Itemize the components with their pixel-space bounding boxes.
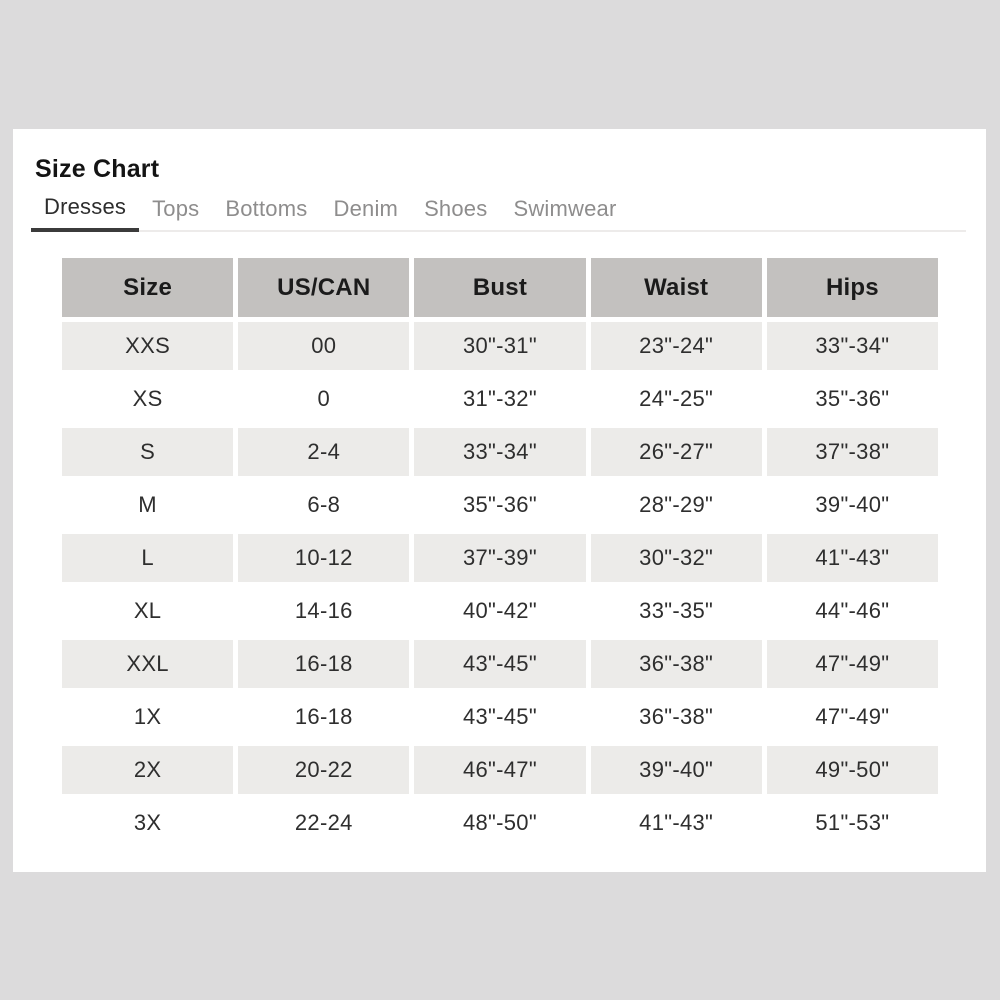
table-row	[62, 375, 938, 423]
tab-dresses[interactable]: Dresses	[31, 194, 139, 232]
tab-tops[interactable]: Tops	[152, 196, 200, 221]
table-cell: 33"-35"	[591, 587, 762, 635]
table-body	[62, 322, 938, 847]
tab-shoes[interactable]: Shoes	[424, 196, 488, 221]
table-cell: 44"-46"	[767, 587, 938, 635]
table-cell: 28"-29"	[591, 481, 762, 529]
table-row	[62, 746, 938, 794]
table-cell: 37"-38"	[767, 428, 938, 476]
table-cell: 49"-50"	[767, 746, 938, 794]
table-cell: 20-22	[238, 746, 409, 794]
table-cell: 41"-43"	[591, 799, 762, 847]
table-cell: 48"-50"	[414, 799, 585, 847]
table-cell: 2-4	[238, 428, 409, 476]
table-cell: XL	[62, 587, 233, 635]
table-row	[62, 693, 938, 741]
size-table	[57, 253, 943, 852]
table-cell: 41"-43"	[767, 534, 938, 582]
table-cell: XXS	[62, 322, 233, 370]
table-row	[62, 428, 938, 476]
table-cell: 47"-49"	[767, 693, 938, 741]
table-cell: 6-8	[238, 481, 409, 529]
table-cell: 36"-38"	[591, 640, 762, 688]
column-header-size: Size	[62, 258, 233, 317]
table-row	[62, 322, 938, 370]
column-header-us-can: US/CAN	[238, 258, 409, 317]
table-cell: S	[62, 428, 233, 476]
table-row	[62, 587, 938, 635]
table-cell: 23"-24"	[591, 322, 762, 370]
table-cell: 39"-40"	[767, 481, 938, 529]
table-cell: M	[62, 481, 233, 529]
table-row	[62, 534, 938, 582]
column-header-hips: Hips	[767, 258, 938, 317]
column-header-bust: Bust	[414, 258, 585, 317]
tab-bar	[31, 194, 966, 232]
table-cell: 16-18	[238, 640, 409, 688]
table-cell: 47"-49"	[767, 640, 938, 688]
table-cell: 30"-31"	[414, 322, 585, 370]
table-cell: 35"-36"	[414, 481, 585, 529]
page-title: Size Chart	[35, 155, 160, 183]
table-cell: 31"-32"	[414, 375, 585, 423]
table-cell: 0	[238, 375, 409, 423]
table-cell: 33"-34"	[767, 322, 938, 370]
table-row	[62, 481, 938, 529]
table-cell: 24"-25"	[591, 375, 762, 423]
table-cell: 22-24	[238, 799, 409, 847]
table-cell: 00	[238, 322, 409, 370]
table-cell: 43"-45"	[414, 640, 585, 688]
table-cell: 37"-39"	[414, 534, 585, 582]
table-cell: 51"-53"	[767, 799, 938, 847]
table-cell: 39"-40"	[591, 746, 762, 794]
size-chart-card	[13, 129, 986, 872]
table-cell: XS	[62, 375, 233, 423]
table-cell: 3X	[62, 799, 233, 847]
tab-bottoms[interactable]: Bottoms	[225, 196, 308, 221]
table-cell: 46"-47"	[414, 746, 585, 794]
table-cell: 33"-34"	[414, 428, 585, 476]
table-cell: 10-12	[238, 534, 409, 582]
table-header-row	[62, 258, 938, 317]
table-row	[62, 799, 938, 847]
table-cell: 1X	[62, 693, 233, 741]
table-cell: 14-16	[238, 587, 409, 635]
table-row	[62, 640, 938, 688]
table-cell: XXL	[62, 640, 233, 688]
table-cell: 36"-38"	[591, 693, 762, 741]
table-cell: 30"-32"	[591, 534, 762, 582]
column-header-waist: Waist	[591, 258, 762, 317]
table-cell: 2X	[62, 746, 233, 794]
table-cell: L	[62, 534, 233, 582]
table-cell: 35"-36"	[767, 375, 938, 423]
table-cell: 26"-27"	[591, 428, 762, 476]
table-cell: 43"-45"	[414, 693, 585, 741]
table-cell: 40"-42"	[414, 587, 585, 635]
table-cell: 16-18	[238, 693, 409, 741]
tab-swimwear[interactable]: Swimwear	[513, 196, 617, 221]
tab-denim[interactable]: Denim	[333, 196, 399, 221]
